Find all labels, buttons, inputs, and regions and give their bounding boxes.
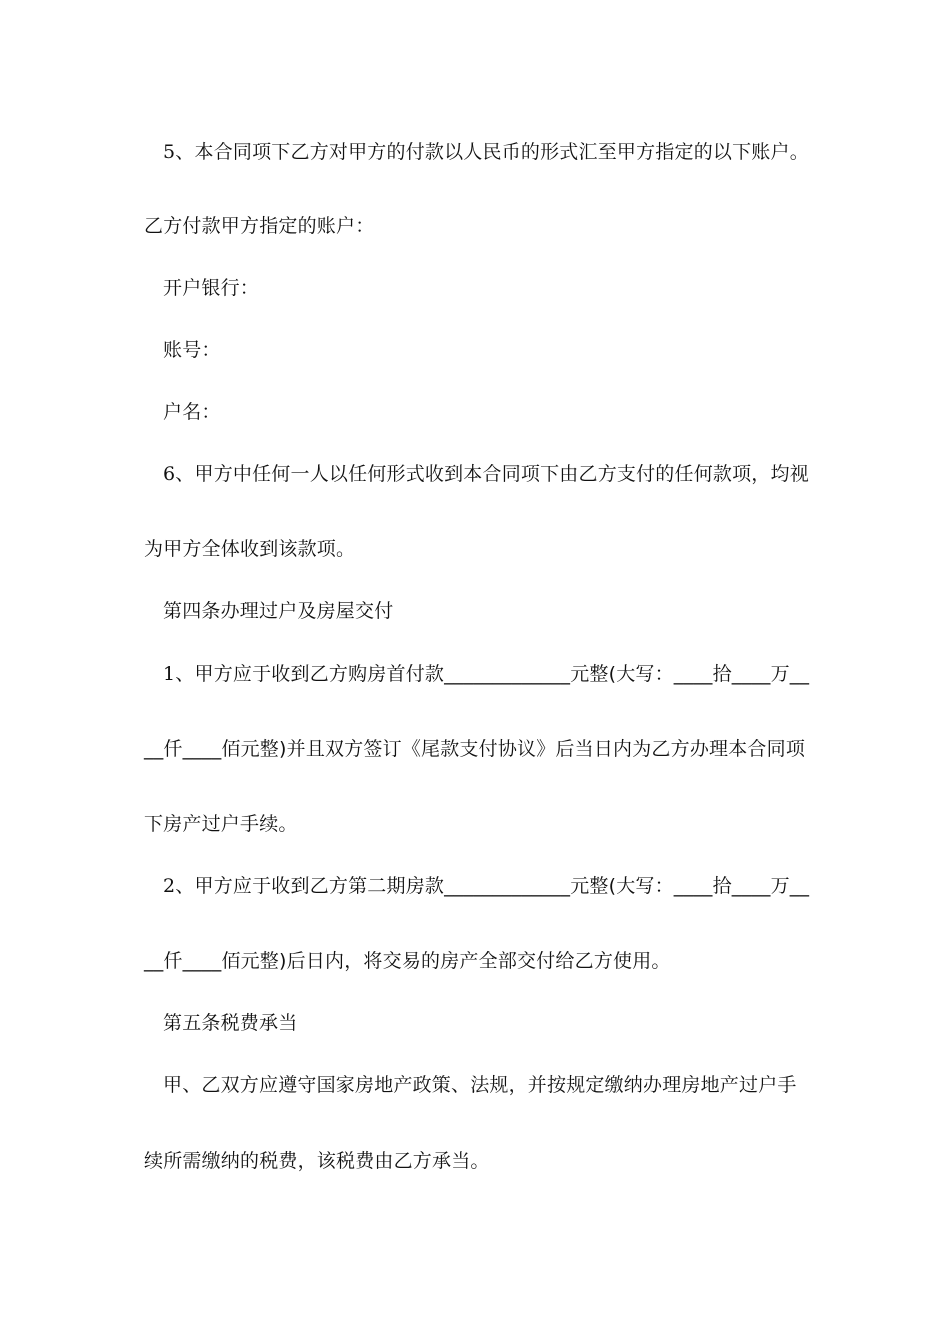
account-heading: 乙方付款甲方指定的账户：	[144, 215, 375, 237]
clause-6-line-2: 为甲方全体收到该款项。	[144, 538, 356, 560]
article-4-item-1-line-1	[163, 661, 809, 687]
article-5-para-line-2: 续所需缴纳的税费，该税费由乙方承当。	[144, 1150, 490, 1172]
clause-5-line-1	[163, 139, 809, 165]
article-4-heading: 第四条办理过户及房屋交付	[163, 600, 394, 622]
article-4-item-1-line-3: 下房产过户手续。	[144, 813, 298, 835]
item-number: 1	[163, 663, 176, 685]
article-4-item-2-line-1	[163, 873, 809, 899]
item-number: 2	[163, 875, 176, 897]
line-text: 、甲方中任何一人以任何形式收到本合同项下由乙方支付的任何款项，均视	[175, 463, 809, 485]
line-text: 、甲方应于收到乙方购房首付款_____________元整(大写：____拾____万__	[175, 663, 810, 685]
account-name-label: 户名：	[163, 401, 221, 423]
account-number-label: 账号：	[163, 339, 221, 361]
line-text: 、甲方应于收到乙方第二期房款_____________元整(大写：____拾____万__	[175, 875, 810, 897]
article-4-item-2-line-2: __仟____佰元整)后日内，将交易的房产全部交付给乙方使用。	[144, 950, 671, 972]
article-5-para-line-1: 甲、乙双方应遵守国家房地产政策、法规，并按规定缴纳办理房地产过户手	[163, 1074, 797, 1096]
clause-6-line-1	[163, 461, 809, 487]
bank-label: 开户银行：	[163, 277, 260, 299]
article-5-heading: 第五条税费承当	[163, 1012, 298, 1034]
line-text: 、本合同项下乙方对甲方的付款以人民币的形式汇至甲方指定的以下账户。	[175, 141, 809, 163]
item-number: 5	[163, 141, 176, 163]
item-number: 6	[163, 463, 176, 485]
article-4-item-1-line-2: __仟____佰元整)并且双方签订《尾款支付协议》后当日内为乙方办理本合同项	[144, 738, 806, 760]
